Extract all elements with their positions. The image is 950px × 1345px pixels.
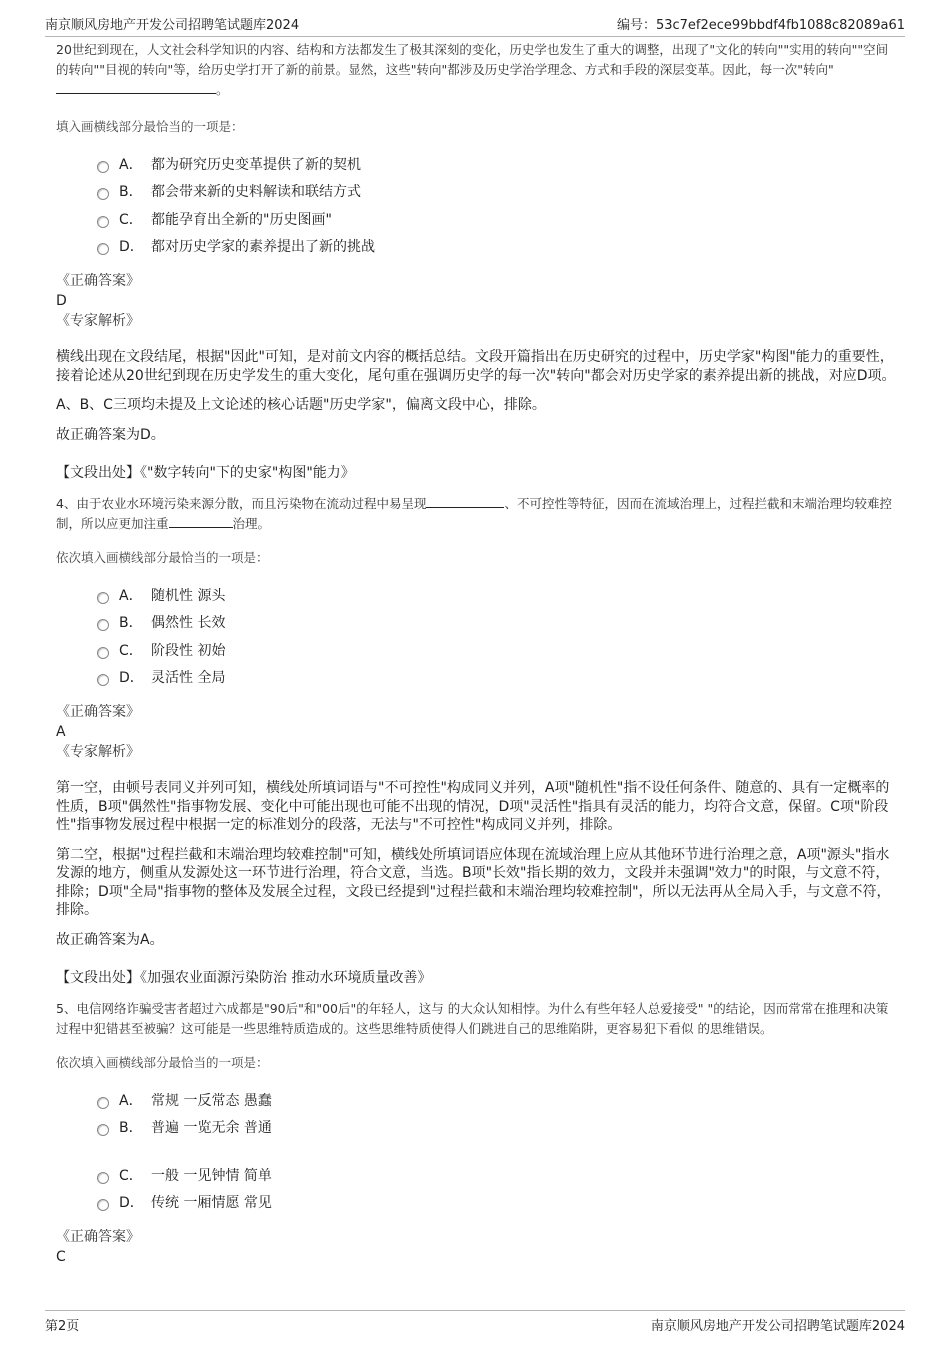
radio-icon[interactable] [97,188,109,200]
fill-blank [426,495,504,508]
q4-option-a[interactable]: A． 随机性 源头 [97,581,898,609]
q3-analysis-paragraph: 横线出现在文段结尾，根据"因此"可知，是对前文内容的概括总结。文段开篇指出在历史研究的过程中，历史学家"构图"能力的重要性，接着论述从20世纪到现在历史学发生的重大变化，尾句重在强调历史学的每一次"转向"都会对历史学家的素养提出新的挑战，对应D项。 [56,349,896,384]
q4-option-c[interactable]: C． 阶段性 初始 [97,636,898,664]
radio-icon[interactable] [97,1172,109,1184]
q3-answer: D [56,293,67,309]
q5-answer: C [56,1249,66,1265]
radio-icon[interactable] [97,674,109,686]
radio-icon[interactable] [97,647,109,659]
q4-analysis-paragraph: 第二空，根据"过程拦截和末端治理均较难控制"可知，横线处所填词语应体现在流域治理上应从其他环节进行治理之意，A项"源头"指水发源的地方，侧重从发源处这一环节进行治理，符合文意，当选。B项"长效"指长期的效力，文段并未强调"效力"的时限，与文意不符，排除；D项"全局"指事物的整体及发展全过程，文段已经提到"过程拦截和末端治理均较难控制"，所以无法再从全局入手，与文意不符，排除。 [56,846,891,918]
radio-icon[interactable] [97,1097,109,1109]
radio-icon[interactable] [97,619,109,631]
q5-option-c[interactable]: C． 一般 一见钟情 简单 [97,1161,898,1189]
q4-option-d[interactable]: D． 灵活性 全局 [97,664,898,692]
q5-passage: 5、电信网络诈骗受害者超过六成都是"90后"和"00后"的年轻人，这与 的大众认知相悖。为什么有些年轻人总爱接受" "的结论，因而常常在推理和决策过程中犯错甚至被骗？这可能是一些思维特质造成的。这些思维特质使得人们跳进自己的思维陷阱，更容易犯下看似 的思维错误。 [56,1001,889,1036]
page-footer [45,1310,905,1335]
page-content [56,40,898,1267]
q5-option-a[interactable]: A． 常规 一反常态 愚蠢 [97,1086,898,1114]
page-header [45,14,905,37]
q4-options [97,581,898,691]
q3-option-d[interactable]: D． 都对历史学家的素养提出了新的挑战 [97,233,898,261]
q3-analysis-conclusion: 故正确答案为D。 [56,426,165,443]
q4-analysis-conclusion: 故正确答案为A。 [56,931,164,948]
radio-icon[interactable] [97,592,109,604]
q3-option-b[interactable]: B． 都会带来新的史料解读和联结方式 [97,178,898,206]
q5-answer-label: 《正确答案》 [56,1229,140,1245]
page-number: 第2页 [45,1319,80,1334]
q3-option-a[interactable]: A． 都为研究历史变革提供了新的契机 [97,150,898,178]
q5-option-b[interactable]: B． 普遍 一览无余 普通 [97,1114,898,1142]
q3-options [97,150,898,260]
q5-instruction: 依次填入画横线部分最恰当的一项是： [56,1055,269,1070]
q3-source: 【文段出处】《"数字转向"下的史家"构图"能力》 [56,465,355,481]
radio-icon[interactable] [97,216,109,228]
q3-passage: 20世纪到现在，人文社会科学知识的内容、结构和方法都发生了极其深刻的变化，历史学也发生了重大的调整，出现了"文化的转向""实用的转向""空间的转向""目视的转向"等，给历史学打开了新的前景。显然，这些"转向"都涉及历史学治学理念、方式和手段的深层变革。因此，每一次"转向" 。 [56,42,889,97]
radio-icon[interactable] [97,243,109,255]
radio-icon[interactable] [97,1124,109,1136]
q4-option-b[interactable]: B． 偶然性 长效 [97,609,898,637]
q3-instruction: 填入画横线部分最恰当的一项是： [56,119,244,134]
q5-option-d[interactable]: D． 传统 一厢情愿 常见 [97,1189,898,1217]
q4-answer-label: 《正确答案》 [56,704,140,720]
q3-answer-label: 《正确答案》 [56,273,140,289]
fill-blank [169,515,233,528]
document-code: 编号：53c7ef2ece99bbdf4fb1088c82089a61 [616,18,905,33]
q3-analysis-label: 《专家解析》 [56,313,140,329]
fill-blank [56,81,216,94]
radio-icon[interactable] [97,161,109,173]
q4-instruction: 依次填入画横线部分最恰当的一项是： [56,550,269,565]
q3-analysis-paragraph: A、B、C三项均未提及上文论述的核心话题"历史学家"，偏离文段中心，排除。 [56,397,546,413]
q4-passage: 4、由于农业水环境污染来源分散，而且污染物在流动过程中易呈现 、不可控性等特征，因而在流域治理上，过程拦截和末端治理均较难控制，所以应更加注重 治理。 [56,496,892,531]
q3-option-c[interactable]: C． 都能孕育出全新的"历史图画" [97,205,898,233]
header-title: 南京顺风房地产开发公司招聘笔试题库2024 [45,18,300,33]
radio-icon[interactable] [97,1199,109,1211]
q4-answer: A [56,724,66,740]
footer-title: 南京顺风房地产开发公司招聘笔试题库2024 [650,1319,905,1334]
q4-source: 【文段出处】《加强农业面源污染防治 推动水环境质量改善》 [56,970,432,986]
q5-options [97,1086,898,1216]
q4-analysis-paragraph: 第一空，由顿号表同义并列可知，横线处所填词语与"不可控性"构成同义并列，A项"随机性"指不设任何条件、随意的、具有一定概率的性质，B项"偶然性"指事物发展、变化中可能出现也可能不出现的情况，D项"灵活性"指具有灵活的能力，均符合文意，保留。C项"阶段性"指事物发展过程中根据一定的标准划分的段落，无法与"不可控性"构成同义并列，排除。 [56,780,890,833]
q4-analysis-label: 《专家解析》 [56,744,140,760]
